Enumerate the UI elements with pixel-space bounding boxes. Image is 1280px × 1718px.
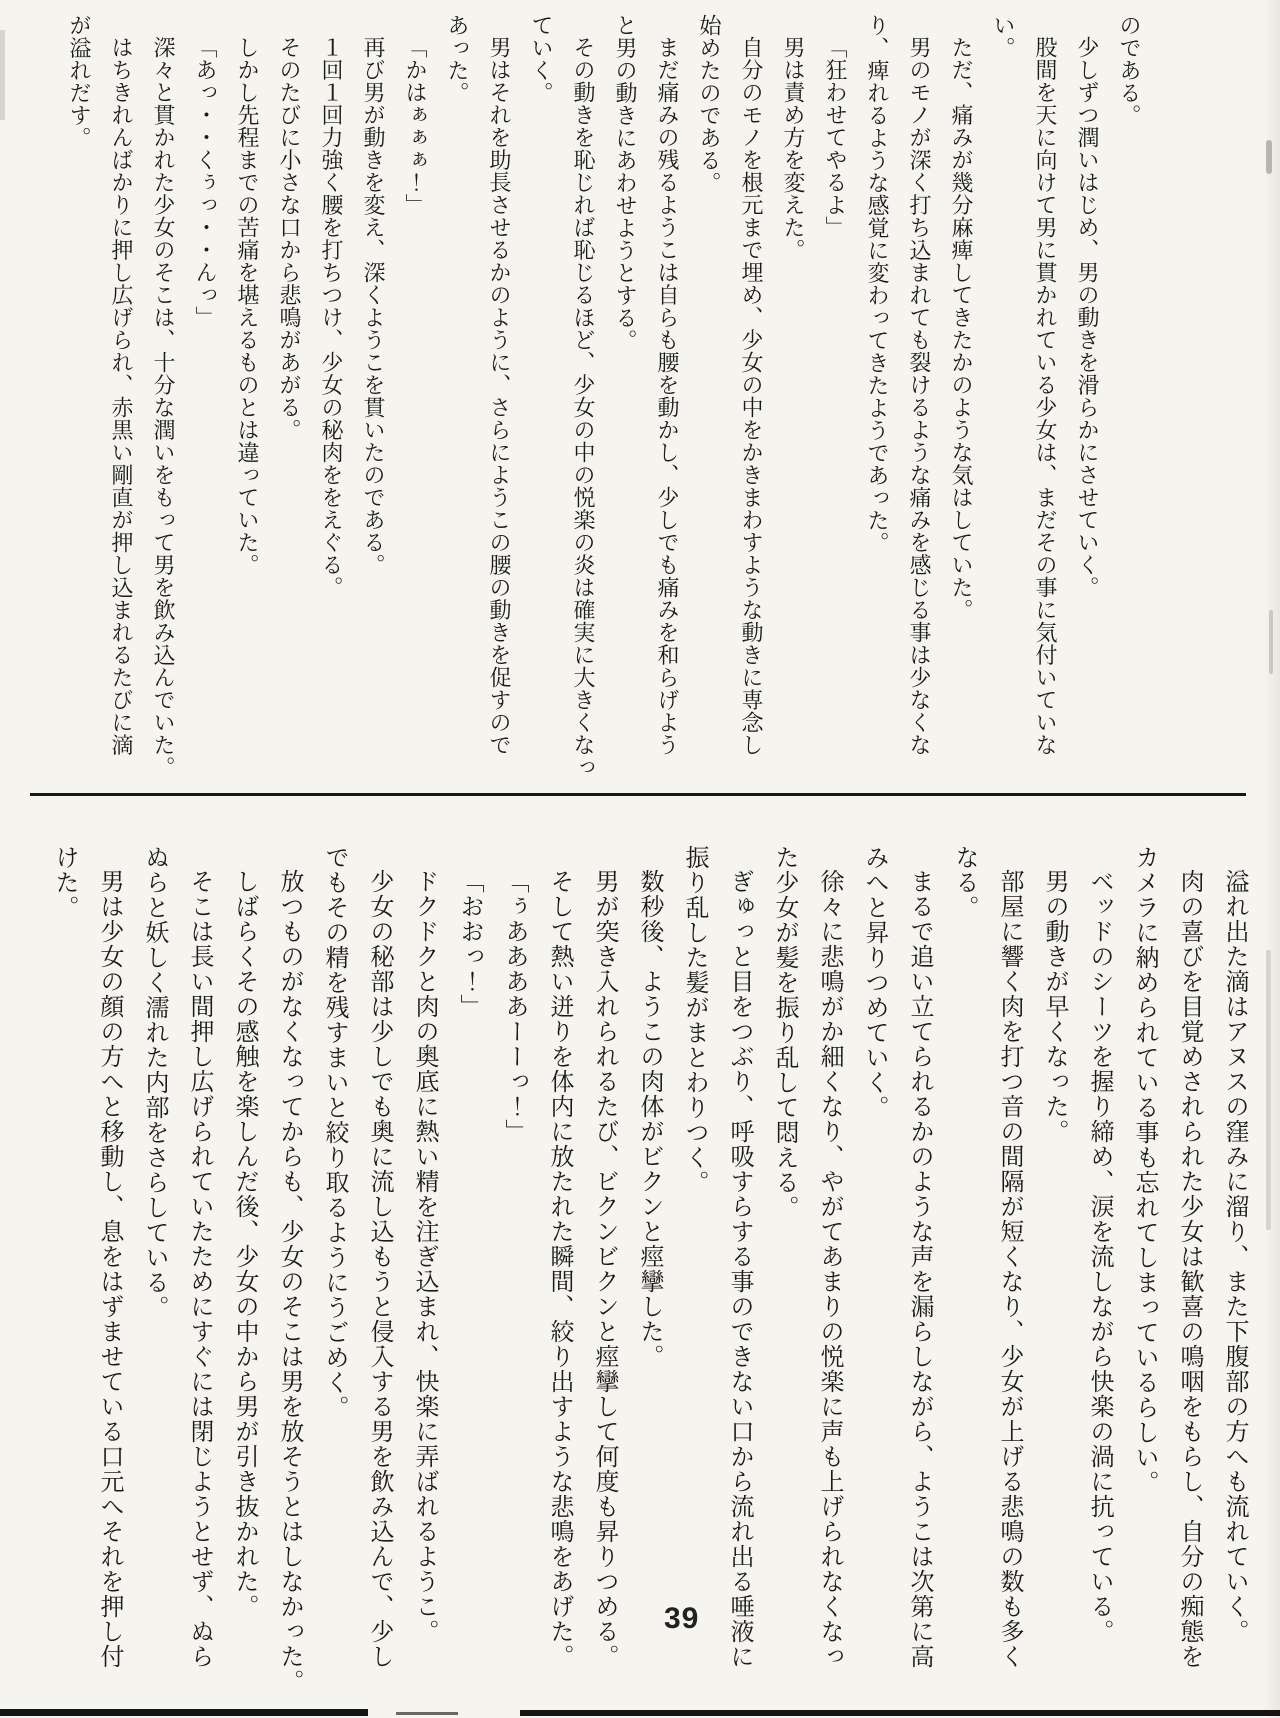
text-column: 男が突き入れられるたび、ビクンビクンと痙攣して何度も昇りつめる。 — [591, 869, 617, 1669]
text-column: 少しずつ潤いはじめ、男の動きを滑らかにさせていく。 — [1075, 36, 1100, 599]
text-column: 男は少女の顔の方へと移動し、息をはずませている口元へそれを押し付 — [96, 869, 122, 1669]
text-column: なる。 — [951, 845, 977, 920]
text-column: のである。 — [1117, 14, 1142, 127]
text-column: けた。 — [51, 845, 77, 920]
text-column: 深々と貫かれた少女のそこは、十分な潤いをもって男を飲み込んでいた。 — [151, 36, 176, 779]
text-column: みへと昇りつめていく。 — [861, 845, 887, 1120]
text-column: ていく。 — [529, 14, 554, 104]
text-column: その動きを恥じれば恥じるほど、少女の中の悦楽の炎は確実に大きくなっ — [571, 36, 596, 779]
text-column: ただ、痛みが幾分麻痺してきたかのような気はしていた。 — [949, 36, 974, 621]
text-column: 「おおっ！」 — [456, 869, 482, 1019]
text-column: 部屋に響く肉を打つ音の間隔が短くなり、少女が上げる悲鳴の数も多く — [996, 869, 1022, 1669]
text-column: まるで追い立てられるかのような声を漏らしながら、ようこは次第に高 — [906, 869, 932, 1669]
text-column: 少女の秘部は少しでも奥に流し込もうと侵入する男を飲み込んで、少し — [366, 869, 392, 1669]
text-column: 自分のモノを根元まで埋め、少女の中をかきまわすような動きに専念し — [739, 36, 764, 756]
text-column: 振り乱した髪がまとわりつく。 — [681, 845, 707, 1195]
text-column: 「あっ・・くぅっ・・んっ」 — [193, 36, 218, 329]
text-column: と男の動きにあわせようとする。 — [613, 14, 638, 352]
text-column: た少女が髪を振り乱して悶える。 — [771, 845, 797, 1220]
text-block-bottom — [24, 845, 1256, 1711]
text-column: ぬらと妖しく濡れた内部をさらしている。 — [141, 845, 167, 1320]
text-column: 徐々に悲鳴がか細くなり、やがてあまりの悦楽に声も上げられなくなっ — [816, 869, 842, 1669]
text-column: 男のモノが深く打ち込まれても裂けるような痛みを感じる事は少なくな — [907, 36, 932, 756]
scan-artifact-right-2 — [1269, 610, 1273, 674]
scan-artifact-left-1 — [0, 30, 5, 120]
section-divider — [30, 793, 1246, 796]
text-column: 「かはぁぁぁ！」 — [403, 36, 428, 216]
text-column: ドクドクと肉の奥底に熱い精を注ぎ込まれ、快楽に弄ばれるようこ。 — [411, 869, 437, 1644]
text-column: 数秒後、ようこの肉体がビクンと痙攣した。 — [636, 869, 662, 1369]
text-column: 放つものがなくなってからも、少女のそこは男を放そうとはしなかった。 — [276, 869, 302, 1694]
text-column: １回１回力強く腰を打ちつけ、少女の秘肉ををえぐる。 — [319, 36, 344, 599]
text-column: しかし先程までの苦痛を堪えるものとは違っていた。 — [235, 36, 260, 576]
text-column: でもその精を残すまいと絞り取るようにうごめく。 — [321, 845, 347, 1420]
text-column: が溢れだす。 — [67, 14, 92, 149]
text-column: 始めたのである。 — [697, 14, 722, 194]
text-column: そのたびに小さな口から悲鳴があがる。 — [277, 36, 302, 441]
scan-artifact-right-1 — [1266, 140, 1272, 174]
text-column: 「狂わせてやるよ」 — [823, 36, 848, 239]
text-block-top — [50, 14, 1150, 786]
text-column: あった。 — [445, 14, 470, 104]
scan-edge-shadow-right — [1264, 0, 1280, 1718]
text-column: 股間を天に向けて男に貫かれている少女は、まだその事に気付いていな — [1033, 36, 1058, 756]
text-column: 再び男が動きを変え、深くようこを貫いたのである。 — [361, 36, 386, 576]
scan-artifact-bottom-middle — [396, 1712, 458, 1715]
text-column: そして熱い迸りを体内に放たれた瞬間、絞り出すような悲鳴をあげた。 — [546, 869, 572, 1669]
text-column: 溢れ出た滴はアヌスの窪みに溜り、また下腹部の方へも流れていく。 — [1221, 869, 1247, 1644]
text-column: 男はそれを助長させるかのように、さらにようこの腰の動きを促すので — [487, 36, 512, 756]
text-column: い。 — [991, 14, 1016, 59]
text-column: まだ痛みの残るようこは自らも腰を動かし、少しでも痛みを和らげよう — [655, 36, 680, 756]
scan-artifact-right-3 — [1266, 950, 1271, 1230]
page-number: 39 — [664, 1602, 700, 1635]
text-column: はちきれんばかりに押し広げられ、赤黒い剛直が押し込まれるたびに滴 — [109, 36, 134, 756]
text-column: カメラに納められている事も忘れてしまっているらしい。 — [1131, 845, 1157, 1495]
text-column: しばらくその感触を楽しんだ後、少女の中から男が引き抜かれた。 — [231, 869, 257, 1619]
text-column: ベッドのシーツを握り締め、涙を流しながら快楽の渦に抗っている。 — [1086, 869, 1112, 1644]
text-column: 男の動きが早くなった。 — [1041, 869, 1067, 1144]
text-column: そこは長い間押し広げられていたためにすぐには閉じようとせず、ぬら — [186, 869, 212, 1669]
text-column: 男は責め方を変えた。 — [781, 36, 806, 261]
text-column: 「ぅああああーーっ！」 — [501, 869, 527, 1144]
text-column: 肉の喜びを目覚めされられた少女は歓喜の鳴咽をもらし、自分の痴態を — [1176, 869, 1202, 1669]
text-column: り、痺れるような感覚に変わってきたようであった。 — [865, 14, 890, 554]
text-column: ぎゅっと目をつぶり、呼吸すらする事のできない口から流れ出る唾液に — [726, 869, 752, 1669]
